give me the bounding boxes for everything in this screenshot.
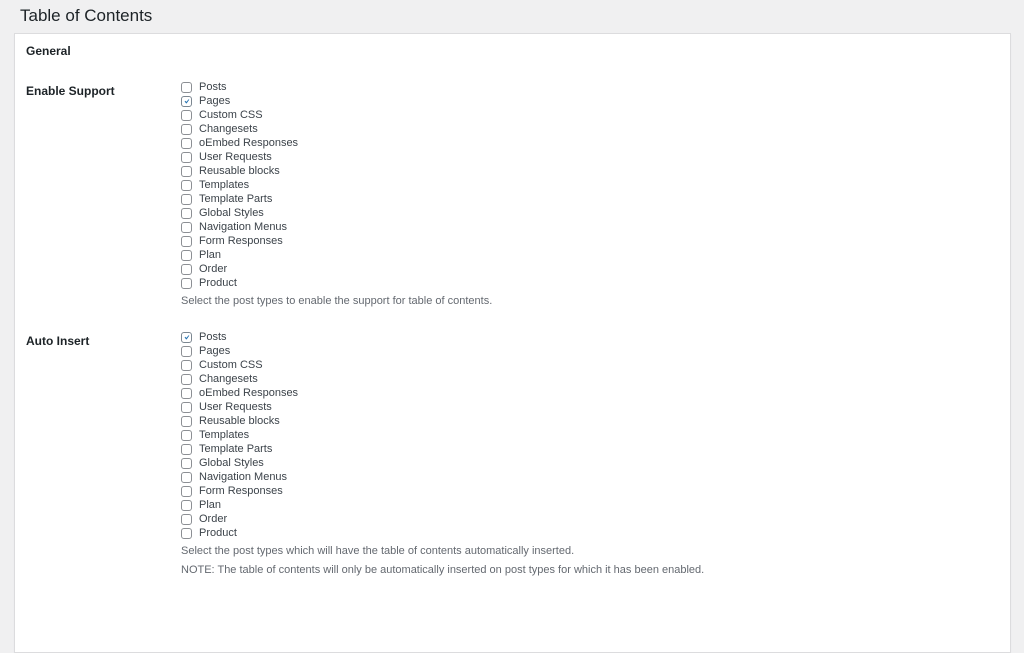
checkbox-unchecked-icon[interactable] xyxy=(181,194,192,205)
checkbox-unchecked-icon[interactable] xyxy=(181,514,192,525)
checkbox-unchecked-icon[interactable] xyxy=(181,458,192,469)
checkbox-unchecked-icon[interactable] xyxy=(181,124,192,135)
checkbox-label: Global Styles xyxy=(199,457,264,469)
checkbox-unchecked-icon[interactable] xyxy=(181,374,192,385)
checkbox-option[interactable] xyxy=(181,248,704,262)
checkbox-option[interactable] xyxy=(181,164,704,178)
checkbox-option[interactable] xyxy=(181,414,704,428)
checkbox-option[interactable] xyxy=(181,262,704,276)
setting-row xyxy=(26,324,704,593)
checkbox-label: Reusable blocks xyxy=(199,415,280,427)
checkbox-option[interactable] xyxy=(181,192,704,206)
checkbox-label: User Requests xyxy=(199,151,272,163)
checkbox-label: Order xyxy=(199,513,228,525)
checkbox-label: Product xyxy=(199,527,237,539)
setting-row xyxy=(26,74,704,324)
checkbox-unchecked-icon[interactable] xyxy=(181,250,192,261)
checkbox-unchecked-icon[interactable] xyxy=(181,430,192,441)
checkbox-label: Custom CSS xyxy=(199,109,263,121)
checkbox-unchecked-icon[interactable] xyxy=(181,346,192,357)
checkbox-label: Navigation Menus xyxy=(199,221,288,233)
checkbox-unchecked-icon[interactable] xyxy=(181,388,192,399)
setting-label: Enable Support xyxy=(26,84,115,98)
checkbox-label: Form Responses xyxy=(199,485,283,497)
checkbox-unchecked-icon[interactable] xyxy=(181,528,192,539)
checkbox-option[interactable] xyxy=(181,276,704,290)
checkbox-group xyxy=(181,80,704,309)
checkbox-unchecked-icon[interactable] xyxy=(181,402,192,413)
checkbox-label: Posts xyxy=(199,331,227,343)
checkbox-unchecked-icon[interactable] xyxy=(181,500,192,511)
checkbox-label: oEmbed Responses xyxy=(199,137,299,149)
checkbox-option[interactable] xyxy=(181,456,704,470)
settings-table xyxy=(26,74,704,593)
checkbox-unchecked-icon[interactable] xyxy=(181,180,192,191)
checkbox-label: Changesets xyxy=(199,373,258,385)
checkbox-unchecked-icon[interactable] xyxy=(181,486,192,497)
checkbox-label: Pages xyxy=(199,95,231,107)
checkbox-option[interactable] xyxy=(181,108,704,122)
checkbox-checked-icon[interactable] xyxy=(181,332,192,343)
checkbox-option[interactable] xyxy=(181,372,704,386)
checkbox-label: Custom CSS xyxy=(199,359,263,371)
checkbox-label: Templates xyxy=(199,179,250,191)
checkbox-unchecked-icon[interactable] xyxy=(181,152,192,163)
setting-value xyxy=(181,324,704,593)
setting-description: Select the post types which will have the table of contents automatically inserted. xyxy=(181,545,575,557)
checkbox-unchecked-icon[interactable] xyxy=(181,222,192,233)
checkbox-unchecked-icon[interactable] xyxy=(181,82,192,93)
checkbox-unchecked-icon[interactable] xyxy=(181,472,192,483)
checkbox-label: Product xyxy=(199,277,237,289)
checkbox-label: Template Parts xyxy=(199,193,273,205)
checkbox-option[interactable] xyxy=(181,234,704,248)
settings-card xyxy=(14,33,1011,653)
checkbox-option[interactable] xyxy=(181,512,704,526)
checkbox-unchecked-icon[interactable] xyxy=(181,416,192,427)
checkbox-label: Order xyxy=(199,263,228,275)
checkbox-label: Form Responses xyxy=(199,235,283,247)
checkbox-unchecked-icon[interactable] xyxy=(181,138,192,149)
checkbox-unchecked-icon[interactable] xyxy=(181,444,192,455)
checkbox-label: Changesets xyxy=(199,123,258,135)
setting-label: Auto Insert xyxy=(26,334,90,348)
checkbox-option[interactable] xyxy=(181,498,704,512)
checkbox-unchecked-icon[interactable] xyxy=(181,264,192,275)
checkbox-option[interactable] xyxy=(181,484,704,498)
checkbox-label: Plan xyxy=(199,249,222,261)
checkbox-option[interactable] xyxy=(181,122,704,136)
setting-description: NOTE: The table of contents will only be automatically inserted on post types for which it has been enabled. xyxy=(181,564,705,576)
checkbox-label: Reusable blocks xyxy=(199,165,280,177)
checkbox-option[interactable] xyxy=(181,400,704,414)
checkbox-unchecked-icon[interactable] xyxy=(181,208,192,219)
checkbox-unchecked-icon[interactable] xyxy=(181,166,192,177)
checkbox-option[interactable] xyxy=(181,220,704,234)
checkbox-option[interactable] xyxy=(181,206,704,220)
checkbox-group xyxy=(181,330,704,578)
checkbox-checked-icon[interactable] xyxy=(181,96,192,107)
checkbox-label: Pages xyxy=(199,345,231,357)
section-heading: General xyxy=(26,44,71,58)
page-title: Table of Contents xyxy=(20,6,153,25)
checkbox-option[interactable] xyxy=(181,358,704,372)
checkbox-label: Plan xyxy=(199,499,222,511)
checkbox-label: User Requests xyxy=(199,401,272,413)
checkbox-unchecked-icon[interactable] xyxy=(181,360,192,371)
checkbox-label: Navigation Menus xyxy=(199,471,288,483)
checkbox-unchecked-icon[interactable] xyxy=(181,278,192,289)
checkbox-option[interactable] xyxy=(181,470,704,484)
checkbox-option[interactable] xyxy=(181,94,704,108)
checkbox-option[interactable] xyxy=(181,330,704,344)
checkbox-option[interactable] xyxy=(181,428,704,442)
checkbox-label: oEmbed Responses xyxy=(199,387,299,399)
checkbox-unchecked-icon[interactable] xyxy=(181,236,192,247)
checkbox-label: Templates xyxy=(199,429,250,441)
checkbox-option[interactable] xyxy=(181,150,704,164)
setting-value xyxy=(181,74,704,324)
checkbox-option[interactable] xyxy=(181,386,704,400)
checkbox-label: Posts xyxy=(199,81,227,93)
checkbox-option[interactable] xyxy=(181,442,704,456)
checkbox-label: Template Parts xyxy=(199,443,273,455)
checkbox-option[interactable] xyxy=(181,80,704,94)
checkbox-option[interactable] xyxy=(181,526,704,540)
checkbox-unchecked-icon[interactable] xyxy=(181,110,192,121)
checkbox-label: Global Styles xyxy=(199,207,264,219)
checkbox-option[interactable] xyxy=(181,136,704,150)
checkbox-option[interactable] xyxy=(181,178,704,192)
setting-description: Select the post types to enable the support for table of contents. xyxy=(181,295,493,307)
checkbox-option[interactable] xyxy=(181,344,704,358)
